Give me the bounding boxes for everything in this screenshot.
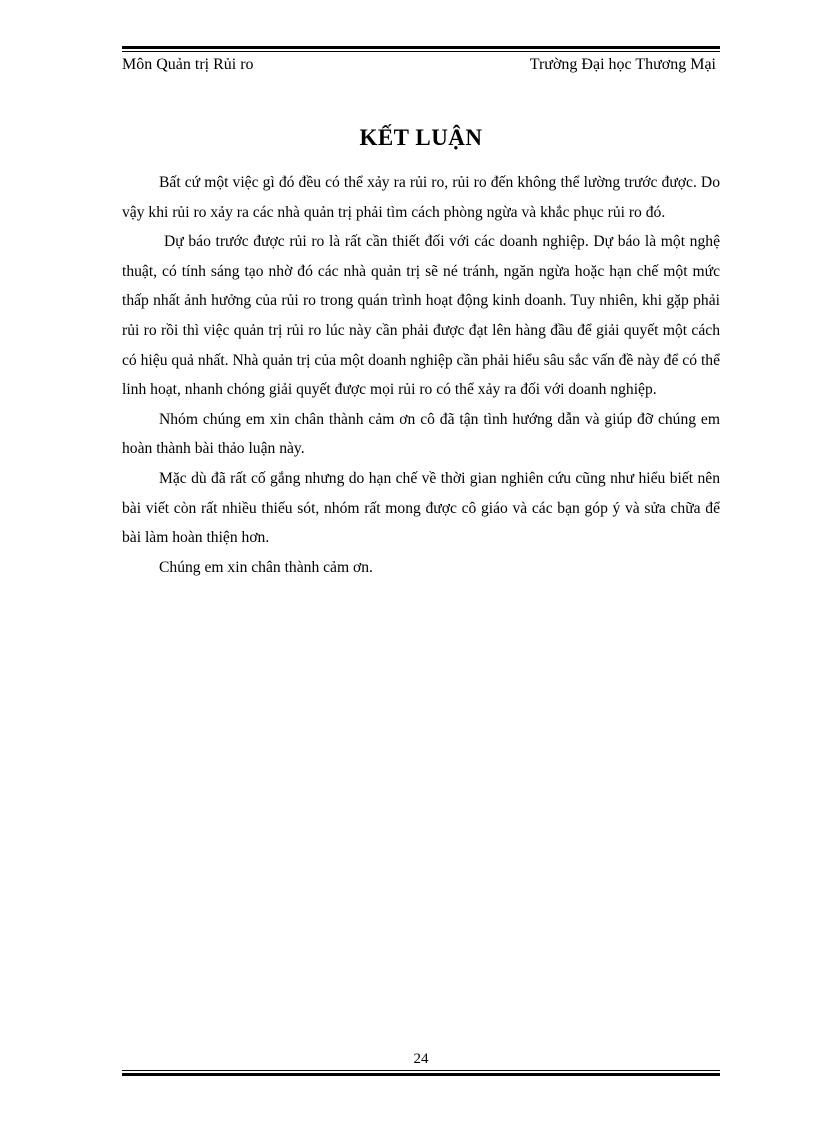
paragraph-5: Chúng em xin chân thành cảm ơn. <box>159 558 373 576</box>
page-number: 24 <box>413 1051 429 1067</box>
conclusion-body <box>122 168 720 582</box>
header-rule <box>122 46 720 52</box>
paragraph-2: Dự báo trước được rủi ro là rất cần thiết đối với các doanh nghiệp. Dự báo là một nghệ thuật, có tính sáng tạo nhờ đó các nhà quản trị sẽ né tránh, ngăn ngừa hoặc hạn chế một mức thấp nhất ảnh hưởng của rủi ro trong quán trình hoạt động kinh doanh. Tuy nhiên, khi gặp phải rủi ro rồi thì việc quản trị rủi ro lúc này cần phải được đạt lên hàng đầu để giải quyết một cách có hiệu quả nhất. Nhà quản trị của một doanh nghiệp cần phải hiểu sâu sắc vấn đề này để có thể linh hoạt, nhanh chóng giải quyết được mọi rủi ro có thể xảy ra đối với doanh nghiệp. <box>122 233 720 399</box>
header-course-name: Môn Quản trị Rủi ro <box>122 56 254 73</box>
paragraph-1: Bất cứ một việc gì đó đều có thể xảy ra rủi ro, rủi ro đến không thể lường trước được. Do vậy khi rủi ro xảy ra các nhà quản trị phải tìm cách phòng ngừa và khắc phục rủi ro đó. <box>122 174 720 221</box>
paragraph-4: Mặc dù đã rất cố gắng nhưng do hạn chế về thời gian nghiên cứu cũng như hiểu biết nên bài viết còn rất nhiều thiếu sót, nhóm rất mong được cô giáo và các bạn góp ý và sửa chữa để bài làm hoàn thiện hơn. <box>122 469 720 547</box>
page-title: KẾT LUẬN <box>359 125 483 150</box>
page-header <box>122 53 720 77</box>
paragraph-3: Nhóm chúng em xin chân thành cảm ơn cô đã tận tình hướng dẫn và giúp đỡ chúng em hoàn thành bài thảo luận này. <box>122 410 720 458</box>
header-university-name: Trường Đại học Thương Mại <box>529 56 716 73</box>
footer-rule <box>122 1070 720 1076</box>
